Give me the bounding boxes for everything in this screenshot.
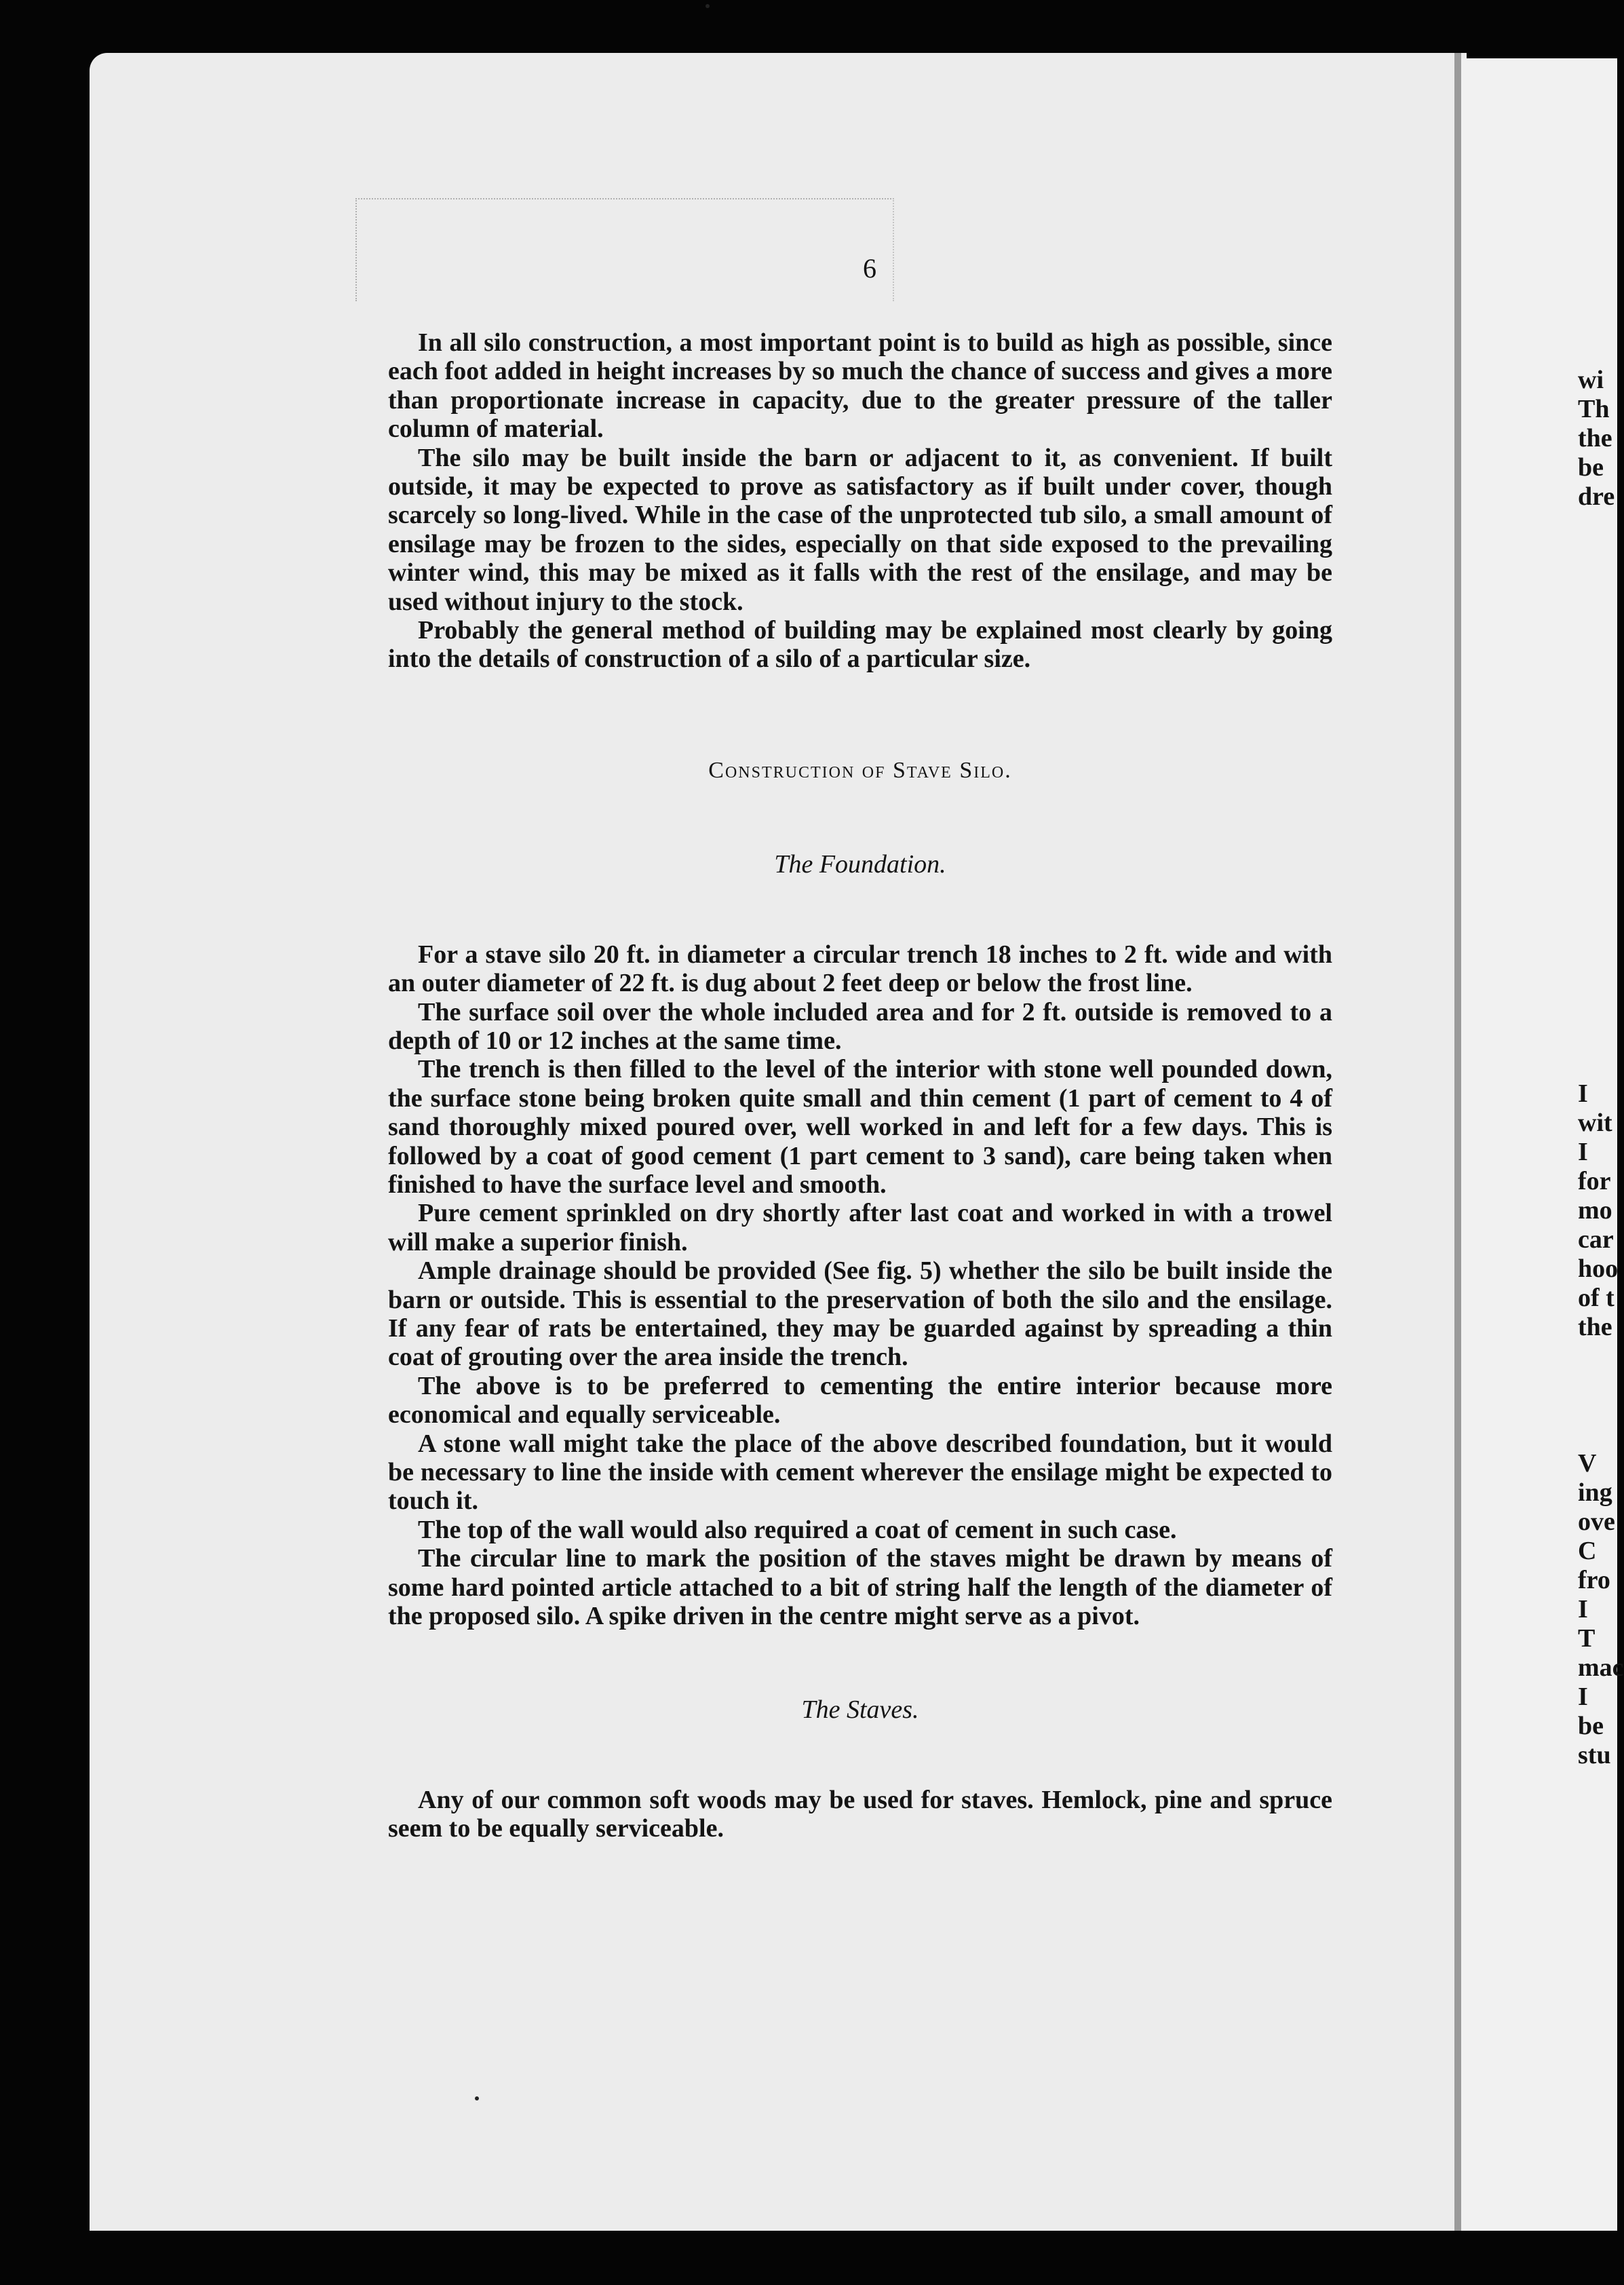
adjacent-page-fragment: the xyxy=(1578,1313,1612,1341)
adjacent-page-fragment: wit xyxy=(1578,1109,1612,1137)
adjacent-page-fragment: the xyxy=(1578,424,1612,453)
paragraph: Any of our common soft woods may be used for staves. Hemlock, pine and spruce seem to be equally serviceable. xyxy=(388,1785,1332,1843)
paragraph: The surface soil over the whole included area and for 2 ft. outside is removed to a depth of 10 or 12 inches at the same time. xyxy=(388,997,1332,1055)
adjacent-page-fragment: I xyxy=(1578,1683,1588,1711)
adjacent-page-fragment: I xyxy=(1578,1138,1588,1166)
foundation-heading: The Foundation. xyxy=(774,850,946,879)
paragraph: The trench is then filled to the level of the interior with stone well pounded down, the surface stone being broken quite small and thin cement (1 part of cement to 4 of sand thoroughly mixed poured over, well worked in and left for a few days. This is followed by a coat of good cement (1 part cement to 3 sand), care being taken when finished to have the surface level and smooth. xyxy=(388,1055,1332,1199)
adjacent-page-fragment: ove xyxy=(1578,1508,1615,1536)
adjacent-page-fragment: fro xyxy=(1578,1566,1610,1594)
paragraph: The silo may be built inside the barn or adjacent to it, as convenient. If built outside, it may be expected to prove as satisfactory as if built under cover, though scarcely so long-lived. While in the case of the unprotected tub silo, a small amount of ensilage may be frozen to the sides, especially on that side exposed to the prevailing winter wind, this may be mixed as it falls with the rest of the ensilage, and may be used without injury to the stock. xyxy=(388,443,1332,616)
adjacent-page-fragment: be xyxy=(1578,1712,1604,1740)
speck xyxy=(475,2096,479,2100)
adjacent-page-fragment: stu xyxy=(1578,1741,1611,1769)
staves-heading: The Staves. xyxy=(801,1695,919,1725)
adjacent-page-fragment: be xyxy=(1578,453,1604,482)
speck xyxy=(705,4,710,8)
page-text xyxy=(388,328,1332,1843)
adjacent-page-fragment: car xyxy=(1578,1225,1614,1254)
adjacent-page-fragment: Th xyxy=(1578,395,1610,423)
adjacent-page-fragment: ing xyxy=(1578,1478,1612,1507)
paragraph: For a stave silo 20 ft. in diameter a circular trench 18 inches to 2 ft. wide and with an outer diameter of 22 ft. is dug about 2 feet deep or below the frost line. xyxy=(388,940,1332,998)
paragraph: Pure cement sprinkled on dry shortly after last coat and worked in with a trowel will make a superior finish. xyxy=(388,1199,1332,1256)
adjacent-page-fragment: wi xyxy=(1578,366,1604,394)
page-number: 6 xyxy=(863,253,876,284)
scan-artifact xyxy=(355,198,894,301)
paragraph: In all silo construction, a most important point is to build as high as possible, since each foot added in height increases by so much the chance of success and gives a more than proportionate increase in capacity, due to the greater pressure of the taller column of material. xyxy=(388,328,1332,444)
paragraph: Probably the general method of building may be explained most clearly by going into the details of construction of a silo of a particular size. xyxy=(388,616,1332,674)
adjacent-page-fragment: of t xyxy=(1578,1284,1615,1312)
paragraph: The above is to be preferred to cementing the entire interior because more economical and equally serviceable. xyxy=(388,1371,1332,1429)
adjacent-page-fragment: C xyxy=(1578,1537,1597,1565)
page-gutter xyxy=(1454,53,1461,2231)
adjacent-page-fragment: mo xyxy=(1578,1196,1612,1225)
adjacent-page-fragment: I xyxy=(1578,1595,1588,1624)
section-title: Construction of Stave Silo. xyxy=(708,757,1012,783)
paragraph: The top of the wall would also required a coat of cement in such case. xyxy=(418,1515,1177,1544)
paragraph: The circular line to mark the position of the staves might be drawn by means of some hard pointed article attached to a bit of string half the length of the diameter of the proposed silo. A spike driven in the centre might serve as a pivot. xyxy=(388,1544,1332,1631)
paragraph: Ample drainage should be provided (See fig. 5) whether the silo be built inside the barn or outside. This is essential to the preservation of both the silo and the ensilage. If any fear of rats be entertained, they may be guarded against by spreading a thin coat of grouting over the area inside the trench. xyxy=(388,1256,1332,1372)
adjacent-page-fragment: T xyxy=(1578,1624,1596,1653)
paragraph: A stone wall might take the place of the above described foundation, but it would be necessary to line the inside with cement wherever the ensilage might be expected to touch it. xyxy=(388,1429,1332,1516)
adjacent-page-fragment: dre xyxy=(1578,482,1615,511)
adjacent-page-fragment: I xyxy=(1578,1079,1588,1108)
adjacent-page-fragment: for xyxy=(1578,1167,1611,1195)
adjacent-page-fragment: hoo xyxy=(1578,1254,1619,1283)
adjacent-page-fragment: V xyxy=(1578,1449,1597,1478)
adjacent-page-fragment: mac xyxy=(1578,1653,1624,1682)
